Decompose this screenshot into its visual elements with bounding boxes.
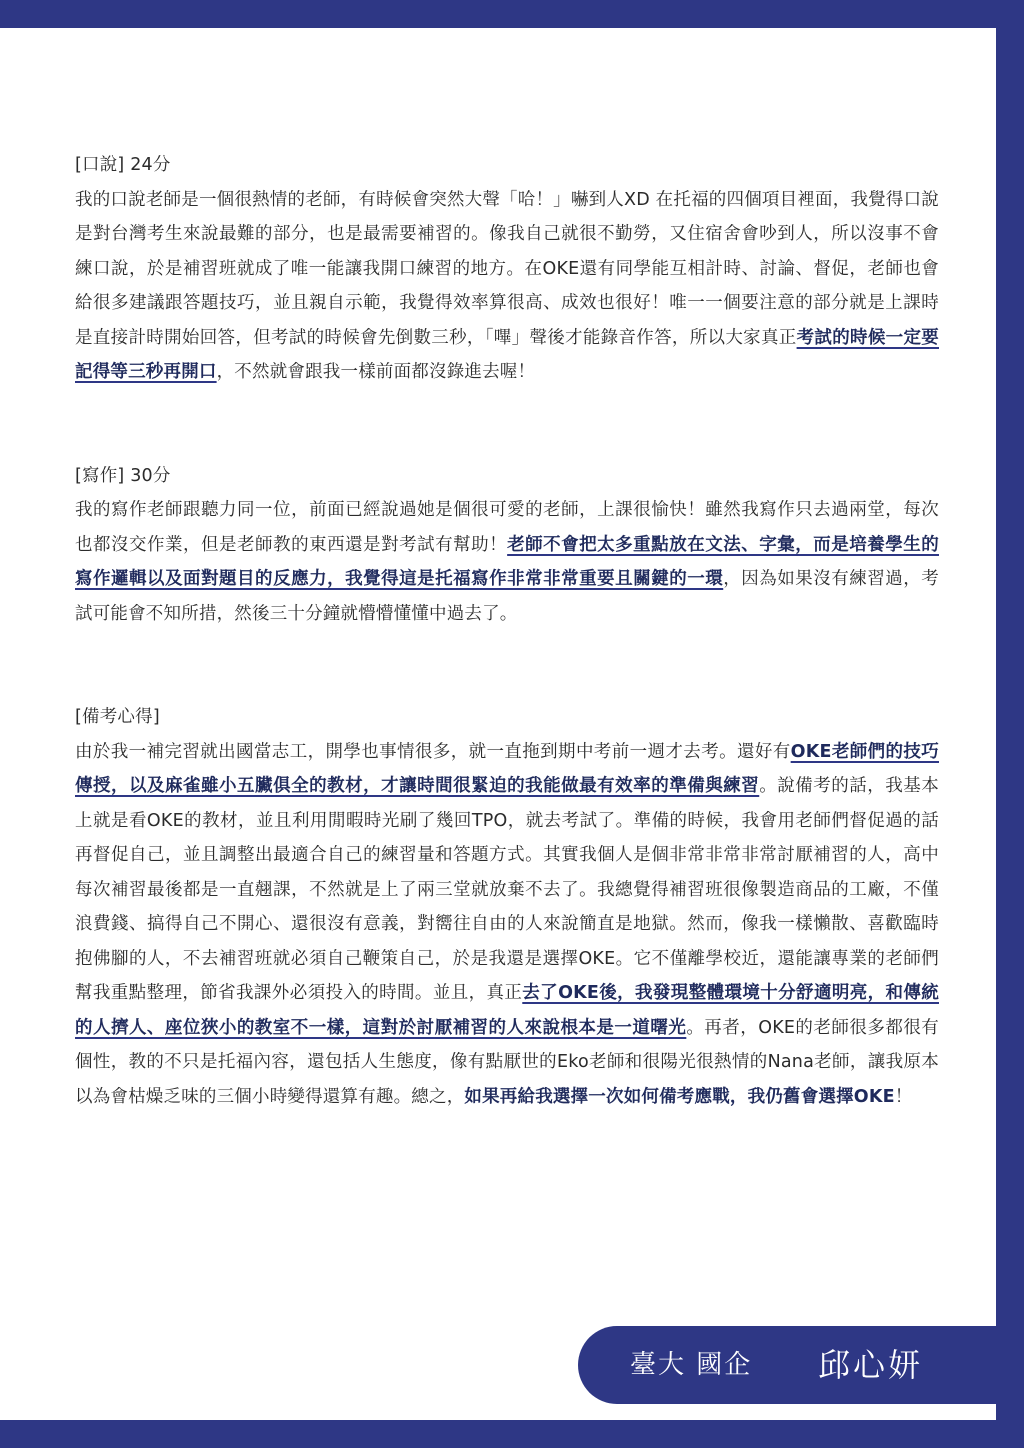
page-border-top [0, 0, 1024, 28]
bold-text: 如果再給我選擇一次如何備考應戰，我仍舊會選擇OKE [464, 1086, 895, 1107]
highlight-text: 去了OKE後，我發現整體環境十分舒適明亮，和傳統的人擠人、座位狹小的教室不一樣，這對於討厭補習的人來說根本是一道曙光 [75, 983, 939, 1038]
article-body [75, 148, 939, 1114]
page-border-right [996, 0, 1024, 1448]
signature-name: 邱心妍 [818, 1346, 924, 1384]
section-paragraph [75, 493, 939, 631]
text-segment: 。說備考的話，我基本上就是看OKE的教材，並且利用閒暇時光刷了幾回TPO，就去考試了。準備的時候，我會用老師們督促過的話再督促自己，並且調整出最適合自己的練習量和答題方式。其實我個人是個非常非常非常討厭補習的人，高中每次補習最後都是一直翹課，不然就是上了兩三堂就放棄不去了。我總覺得補習班很像製造商品的工廠，不僅浪費錢、搞得自己不開心、還很沒有意義，對嚮往自由的人來說簡直是地獄。然而，像我一樣懶散、喜歡臨時抱佛腳的人，不去補習班就必須自己鞭策自己，於是我還是選擇OKE。它不僅離學校近，還能讓專業的老師們幫我重點整理，節省我課外必須投入的時間。並且，真正 [75, 776, 939, 1003]
text-segment: 。再者，OKE的老師很多都很有個性，教的不只是托福內容，還包括人生態度，像有點厭世的Eko老師和很陽光很熱情的Nana老師，讓我原本以為會枯燥乏味的三個小時變得還算有趣。總之， [75, 1017, 939, 1107]
section-speaking [75, 148, 939, 390]
section-spacer [75, 631, 939, 700]
highlight-text: OKE老師們的技巧傳授，以及麻雀雖小五臟俱全的教材，才讓時間很緊迫的我能做最有效率的準備與練習 [75, 741, 939, 796]
highlight-text: 考試的時候一定要記得等三秒再開口 [75, 327, 939, 382]
text-segment: ，因為如果沒有練習過，考試可能會不知所措，然後三十分鐘就懵懵懂懂中過去了。 [75, 569, 940, 624]
signature-school: 臺大 國企 [630, 1350, 753, 1380]
text-segment: 由於我一補完習就出國當志工，開學也事情很多，就一直拖到期中考前一週才去考。還好有 [75, 741, 791, 762]
section-writing [75, 459, 939, 632]
section-title: [備考心得] [75, 707, 160, 727]
section-title: [寫作] 30分 [75, 465, 171, 486]
signature-banner [578, 1326, 1024, 1404]
section-paragraph [75, 735, 939, 1115]
section-prep-thoughts [75, 700, 939, 1114]
section-paragraph [75, 183, 939, 390]
text-segment: 我的口說老師是一個很熱情的老師，有時候會突然大聲「哈！」嚇到人XD 在托福的四個項目裡面，我覺得口說是對台灣考生來說最難的部分，也是最需要補習的。像我自己就很不勤勞，又住宿舍會吵到人，所以沒事不會練口說，於是補習班就成了唯一能讓我開口練習的地方。在OKE還有同學能互相計時、討論、督促，老師也會給很多建議跟答題技巧，並且親自示範，我覺得效率算很高、成效也很好！唯一一個要注意的部分就是上課時是直接計時開始回答，但考試的時候會先倒數三秒，「嗶」聲後才能錄音作答，所以大家真正 [75, 189, 939, 348]
highlight-text: 老師不會把太多重點放在文法、字彙，而是培養學生的寫作邏輯以及面對題目的反應力，我覺得這是托福寫作非常非常重要且關鍵的一環 [75, 534, 939, 589]
text-segment: 我的寫作老師跟聽力同一位，前面已經說過她是個很可愛的老師，上課很愉快！雖然我寫作只去過兩堂，每次也都沒交作業，但是老師教的東西還是對考試有幫助！ [75, 500, 939, 555]
page-border-bottom [0, 1420, 1024, 1448]
text-segment: ，不然就會跟我一樣前面都沒錄進去喔！ [216, 362, 536, 382]
section-title: [口說] 24分 [75, 155, 171, 175]
text-segment: ！ [894, 1086, 913, 1107]
section-spacer [75, 390, 939, 459]
